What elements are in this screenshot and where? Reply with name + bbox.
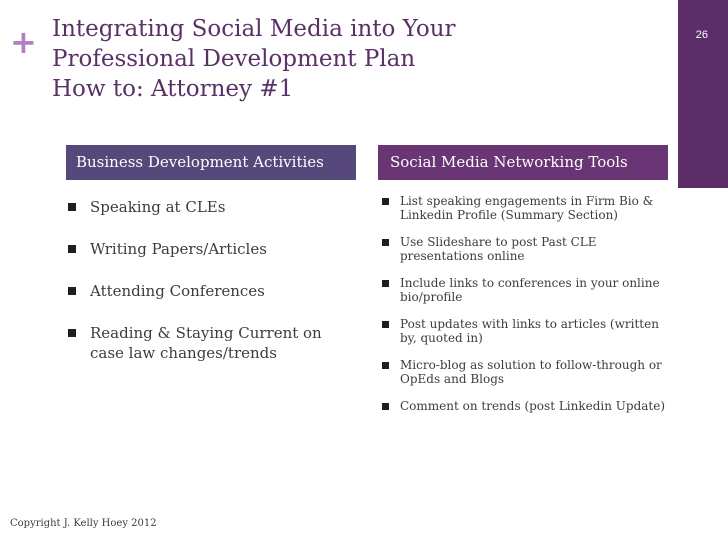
- square-bullet-icon: [68, 287, 76, 295]
- list-item-text: Writing Papers/Articles: [90, 240, 267, 258]
- list-item: [68, 197, 358, 217]
- list-item-text: Post updates with links to articles (written by, quoted in): [400, 317, 659, 345]
- plus-decoration-icon: +: [10, 23, 37, 61]
- business-activities-list: [68, 197, 358, 385]
- square-bullet-icon: [382, 321, 389, 328]
- square-bullet-icon: [68, 329, 76, 337]
- list-item: [68, 281, 358, 301]
- square-bullet-icon: [382, 198, 389, 205]
- square-bullet-icon: [68, 203, 76, 211]
- list-item: [68, 323, 358, 363]
- list-item: [382, 194, 672, 222]
- list-item: [382, 235, 672, 263]
- list-item: [382, 317, 672, 345]
- list-item-text: Comment on trends (post Linkedin Update): [400, 399, 666, 413]
- copyright-footer: Copyright J. Kelly Hoey 2012: [10, 518, 157, 529]
- square-bullet-icon: [382, 280, 389, 287]
- square-bullet-icon: [382, 362, 389, 369]
- slide-title-line-3: How to: Attorney #1: [52, 76, 294, 102]
- list-item-text: List speaking engagements in Firm Bio & Linkedin Profile (Summary Section): [400, 194, 654, 222]
- square-bullet-icon: [382, 403, 389, 410]
- square-bullet-icon: [382, 239, 389, 246]
- list-item-text: Use Slideshare to post Past CLE presentations online: [400, 235, 597, 263]
- list-item: [382, 399, 672, 413]
- list-item-text: Micro-blog as solution to follow-through or OpEds and Blogs: [400, 358, 662, 386]
- list-item-text: Reading & Staying Current on case law changes/trends: [90, 324, 322, 362]
- page-number: 26: [695, 29, 708, 41]
- list-item: [382, 276, 672, 304]
- slide-title: [52, 14, 662, 104]
- list-item-text: Attending Conferences: [90, 282, 265, 300]
- list-item-text: Include links to conferences in your online bio/profile: [400, 276, 660, 304]
- social-media-tools-list: [382, 194, 672, 426]
- slide-title-line-1: Integrating Social Media into Your: [52, 16, 456, 42]
- list-item: [68, 239, 358, 259]
- slide-title-line-2: Professional Development Plan: [52, 46, 416, 72]
- social-media-tools-header: Social Media Networking Tools: [378, 145, 668, 180]
- list-item: [382, 358, 672, 386]
- square-bullet-icon: [68, 245, 76, 253]
- list-item-text: Speaking at CLEs: [90, 198, 226, 216]
- business-development-header: Business Development Activities: [66, 145, 356, 180]
